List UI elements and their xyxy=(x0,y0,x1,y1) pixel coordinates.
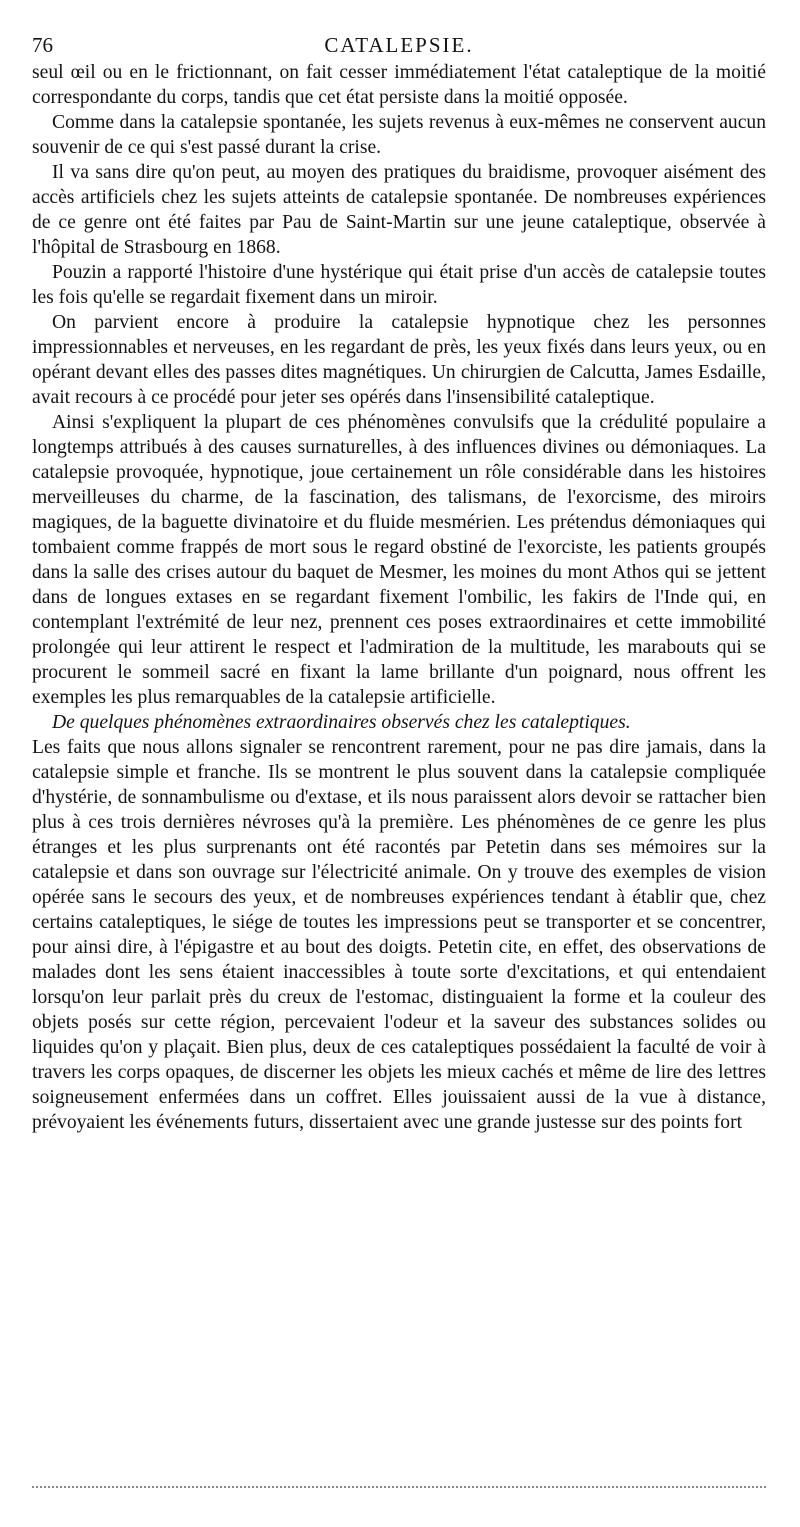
footer-rule xyxy=(32,1486,766,1488)
section-paragraph xyxy=(32,710,766,1135)
paragraph: Comme dans la catalepsie spontanée, les sujets revenus à eux-mêmes ne conservent aucun souvenir de ce qui s'est passé durant la crise. xyxy=(32,112,766,158)
running-head xyxy=(32,30,766,60)
page-number: 76 xyxy=(32,33,53,57)
body-text xyxy=(32,60,766,1135)
paragraph: On parvient encore à produire la catalepsie hypnotique chez les personnes impressionnables et nerveuses, en les regardant de près, les yeux fixés dans leurs yeux, ou en opérant devant elles des passes dites magnétiques. Un chirurgien de Calcutta, James Esdaille, avait recours à ce procédé pour jeter ses opérés dans l'insensibilité cataleptique. xyxy=(32,312,766,408)
section-title: De quelques phénomènes extraordinaires observés chez les cataleptiques. xyxy=(52,712,631,733)
section-text: Les faits que nous allons signaler se rencontrent rarement, pour ne pas dire jamais, dans la catalepsie simple et franche. Ils se montrent le plus souvent dans la catalepsie compliquée d'hystérie, de sonnambulisme ou d'extase, et ils nous paraissent alors devoir se rattacher bien plus à ces trois dernières névroses qu'à la première. Les phénomènes de ce genre les plus étranges et les plus surprenants ont été racontés par Petetin dans ses mémoires sur la catalepsie et dans son ouvrage sur l'électricité animale. On y trouve des exemples de vision opérée sans le secours des yeux, et de nombreuses expériences tendant à établir que, chez certains cataleptiques, le siége de toutes les impressions peut se transporter et se concentrer, pour ainsi dire, à l'épigastre et au bout des doigts. Petetin cite, en effet, des observations de malades dont les sens étaient inaccessibles à toute sorte d'excitations, et qui entendaient lorsqu'on leur parlait près du creux de l'estomac, distinguaient la forme et la couleur des objets posés sur cette région, percevaient l'odeur et la saveur des substances solides ou liquides qu'on y plaçait. Bien plus, deux de ces cataleptiques possédaient la faculté de voir à travers les corps opaques, de discerner les objets les mieux cachés et même de lire des lettres soigneusement enfermées dans un coffret. Elles jouissaient aussi de la vue à distance, prévoyaient les événements futurs, dissertaient avec une grande justesse sur des points fort xyxy=(32,737,766,1133)
paragraph: Il va sans dire qu'on peut, au moyen des pratiques du braidisme, provoquer aisément des accès artificiels chez les sujets atteints de catalepsie spontanée. De nombreuses expériences de ce genre ont été faites par Pau de Saint-Martin sur une jeune cataleptique, observée à l'hôpital de Strasbourg en 1868. xyxy=(32,162,766,258)
paragraph-continuation: seul œil ou en le frictionnant, on fait cesser immédiatement l'état cataleptique de la moitié correspondante du corps, tandis que cet état persiste dans la moitié opposée. xyxy=(32,62,766,108)
paragraph: Ainsi s'expliquent la plupart de ces phénomènes convulsifs que la crédulité populaire a longtemps attribués à des causes surnaturelles, à des influences divines ou démoniaques. La catalepsie provoquée, hypnotique, joue certainement un rôle considérable dans les histoires merveilleuses du charme, de la fascination, des talismans, de l'exorcisme, des miroirs magiques, de la baguette divinatoire et du fluide mesmérien. Les prétendus démoniaques qui tombaient comme frappés de mort sous le regard obstiné de l'exorciste, les patients groupés dans la salle des crises autour du baquet de Mesmer, les moines du mont Athos qui se jettent dans de longues extases en se regardant fixement l'ombilic, les fakirs de l'Inde qui, en contemplant l'extrémité de leur nez, prennent ces poses extraordinaires et cette immobilité prolongée qui leur attirent le respect et l'admiration de la multitude, les marabouts qui se procurent le sommeil sacré en fixant la lame brillante d'un poignard, nous offrent les exemples les plus remarquables de la catalepsie artificielle. xyxy=(32,412,766,708)
paragraph: Pouzin a rapporté l'histoire d'une hystérique qui était prise d'un accès de catalepsie toutes les fois qu'elle se regardait fixement dans un miroir. xyxy=(32,262,766,308)
running-title: CATALEPSIE. xyxy=(324,33,474,57)
book-page xyxy=(32,30,766,1135)
